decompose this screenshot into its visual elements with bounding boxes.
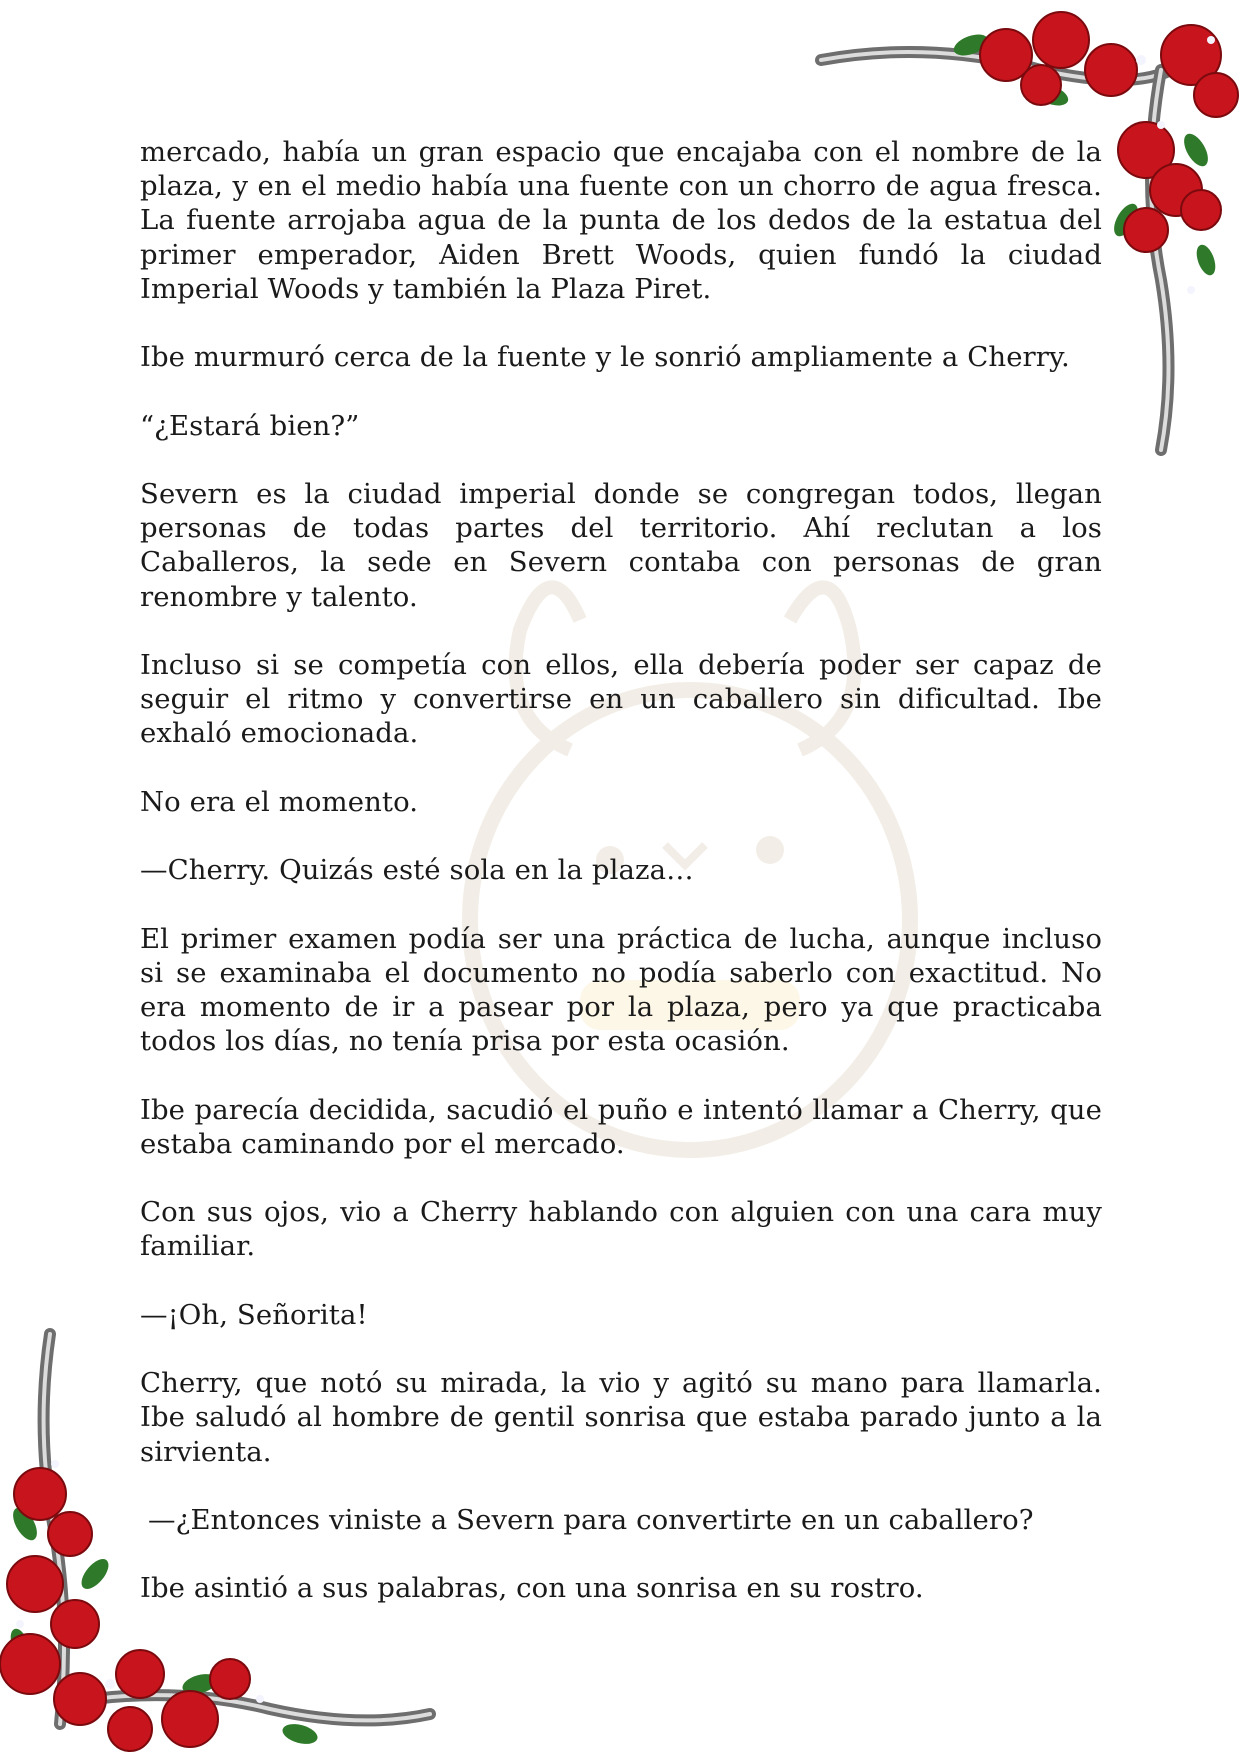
- paragraph: —¿Entonces viniste a Severn para convertirte en un caballero?: [148, 1503, 1034, 1536]
- paragraph: Con sus ojos, vio a Cherry hablando con alguien con una cara muy familiar.: [140, 1196, 1102, 1263]
- paragraph: mercado, había un gran espacio que encajaba con el nombre de la plaza, y en el medio había una fuente con un chorro de agua fresca. La fuente arrojaba agua de la punta de los dedos de la estatua del primer emperador, Aiden Brett Woods, quien fundó la ciudad Imperial Woods y también la Plaza Piret.: [140, 136, 1102, 305]
- paragraph: El primer examen podía ser una práctica de lucha, aunque incluso si se examinaba el documento no podía saberlo con exactitud. No era momento de ir a pasear por la plaza, pero ya que practicaba todos los días, no tenía prisa por esta ocasión.: [140, 922, 1102, 1058]
- paragraph: Ibe murmuró cerca de la fuente y le sonrió ampliamente a Cherry.: [140, 341, 1070, 374]
- paragraph: —¡Oh, Señorita!: [140, 1298, 368, 1331]
- paragraph: —Cherry. Quizás esté sola en la plaza…: [140, 854, 694, 887]
- paragraph: Severn es la ciudad imperial donde se congregan todos, llegan personas de todas partes del territorio. Ahí reclutan a los Caballeros, la sede en Severn contaba con personas de gran renombre y talento.: [140, 477, 1102, 613]
- paragraph: “¿Estará bien?”: [140, 409, 360, 442]
- paragraph: Cherry, que notó su mirada, la vio y agitó su mano para llamarla. Ibe saludó al hombre de gentil sonrisa que estaba parado junto a la sirvienta.: [140, 1367, 1102, 1468]
- paragraph: No era el momento.: [140, 785, 419, 818]
- paragraph: Ibe asintió a sus palabras, con una sonrisa en su rostro.: [140, 1572, 924, 1605]
- paragraph: Incluso si se competía con ellos, ella debería poder ser capaz de seguir el ritmo y convertirse en un caballero sin dificultad. Ibe exhaló emocionada.: [140, 648, 1102, 750]
- paragraph: Ibe parecía decidida, sacudió el puño e intentó llamar a Cherry, que estaba caminando por el mercado.: [140, 1093, 1102, 1160]
- body-text: [140, 135, 1102, 1640]
